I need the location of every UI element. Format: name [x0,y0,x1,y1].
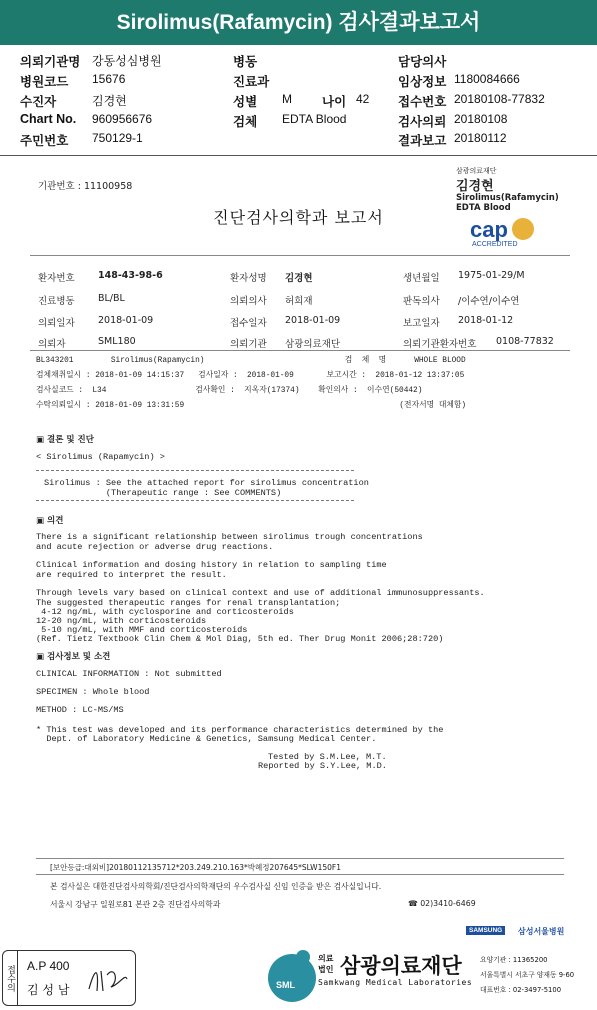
stamp-side-label: 접수의 [3,951,18,1005]
label-report-date: 결과보고 [398,134,447,148]
corner-test-name: Sirolimus(Rafamycin) [456,193,559,203]
security-line: [보안등급:대외비]20180112135712*203.249.210.163*박혜정207645*SLW150F1 [50,863,341,872]
phone-text: ☎ 02)3410-6469 [408,899,476,908]
corner-patient-name: 김경현 [456,179,494,194]
sml-medical-label: 의료 [318,954,334,963]
info-label: 판독의사 [403,296,440,307]
value-institution: 강동성심병원 [92,54,162,68]
info-label: 의뢰의사 [230,296,267,307]
value-request-date: 20180108 [454,112,508,126]
label-accession-no: 접수번호 [398,95,447,109]
info-label: 의뢰기관 [230,339,267,350]
info-value: 1975-01-29/M [458,270,525,281]
value-resident-no: 750129-1 [92,131,143,145]
section-conclusion: ▣ 결론 및 진단 [36,435,94,445]
sml-corp-label: 법인 [318,965,334,974]
value-sex: M [282,92,292,106]
corner-specimen: EDTA Blood [456,203,511,213]
sml-circle-icon [268,954,316,1002]
value-chart-no: 960956676 [92,112,153,126]
value-specimen: EDTA Blood [282,112,347,126]
label-request-date: 검사의뢰 [398,115,447,129]
label-institution: 의뢰기관명 [20,55,81,69]
stamp-code: A.P 400 [27,959,70,973]
info-value: SML180 [98,336,136,347]
clinical-info-line: CLINICAL INFORMATION : Not submitted [36,669,222,679]
info-label: 환자번호 [38,273,75,284]
value-clinical-info: 1180084666 [454,72,520,86]
info-value: /이수연/이수연 [458,296,520,307]
tested-by: Tested by S.M.Lee, M.T. [268,752,387,762]
cap-logo-text: cap [470,217,508,242]
certification-text: 본 검사실은 대한진단검사의학회/진단검사의학재단의 우수검사실 신임 인증을 받은 검사실입니다. [50,882,382,891]
conclusion-subtitle: < Sirolimus (Rapamycin) > [36,452,165,462]
info-value: 2018-01-09 [285,315,341,326]
info-label: 보고일자 [403,318,440,329]
receipt-stamp [2,950,136,1006]
section-test-info: ▣ 검사정보 및 소견 [36,652,111,662]
patient-header [0,45,597,156]
divider [30,255,570,256]
info-label: 환자성명 [230,273,267,284]
section-comments: ▣ 의견 [36,516,64,526]
info-value: 삼광의료재단 [285,339,341,350]
note-line: * This test was developed and its performance characteristics determined by the [36,725,444,735]
label-age: 나이 [322,95,347,109]
info-label: 생년월일 [403,273,440,284]
comment-line: There is a significant relationship between sirolimus trough concentrations [36,532,423,542]
comment-line: Clinical information and dosing history in relation to sampling time [36,560,387,570]
info-value: 2018-01-12 [458,315,514,326]
sml-english-name: Samkwang Medical Laboratories [318,978,473,987]
info-label: 의뢰기관환자번호 [403,339,477,350]
sml-company-name: 삼광의료재단 [340,954,462,978]
info-label: 접수일자 [230,318,267,329]
info-label: 의뢰일자 [38,318,75,329]
address-text: 서울시 강남구 일원로81 본관 2층 진단검사의학과 [50,900,221,909]
info-value: 0108-77832 [496,336,554,347]
specimen-line: SPECIMEN : Whole blood [36,687,150,697]
divider [30,350,570,351]
comment-line: 4-12 ng/mL, with cyclosporine and corticosteroids [36,607,294,617]
cap-accredited-label: ACCREDITED [472,241,518,248]
sml-logo-text: SML [276,980,295,990]
comment-line: The suggested therapeutic ranges for renal transplantation; [36,598,341,608]
result-line: (Therapeutic range : See COMMENTS) [44,488,282,498]
divider [36,858,564,859]
dashed-divider [36,470,354,471]
report-title: 진단검사의학과 보고서 [213,208,384,227]
samsung-hospital-name: 삼성서울병원 [518,927,565,936]
label-hospital-code: 병원코드 [20,75,69,89]
comment-line: (Ref. Tietz Textbook Clin Chem & Mol Diag, 5th ed. Ther Drug Monit 2006;28:720) [36,634,444,644]
info-label: 의뢰자 [38,339,66,350]
contact-address: 서울특별시 서초구 양재동 9-60 [480,971,575,979]
info-value: 허희재 [285,296,313,307]
detail-line: 검체채취일시 : 2018-01-09 14:15:37 검사일자 : 2018-01-09 보고시간 : 2018-01-12 13:37:05 [36,372,465,380]
label-patient: 수진자 [20,95,57,109]
handwritten-signature [85,961,131,997]
label-doctor: 담당의사 [398,55,447,69]
comment-line: are required to interpret the result. [36,570,227,580]
detail-line: 검사실코드 : L34 검사확인 : 지옥자(17374) 확인의사 : 이수연(50442) [36,387,423,395]
value-patient: 김경현 [92,94,127,108]
info-value: 김경현 [285,273,313,284]
info-value: 2018-01-09 [98,315,154,326]
corner-small-text: 삼광의료재단 [456,167,497,175]
label-chart-no: Chart No. [20,112,77,126]
label-clinical-info: 임상정보 [398,75,447,89]
info-label: 진료병동 [38,296,75,307]
comment-line: 5-10 ng/mL, with MMF and corticosteroids [36,625,248,635]
note-line: Dept. of Laboratory Medicine & Genetics, Samsung Medical Center. [36,734,377,744]
info-value: 148-43-98-6 [98,270,163,281]
label-resident-no: 주민번호 [20,134,69,148]
dashed-divider [36,500,354,501]
label-specimen: 검체 [233,115,258,129]
divider [36,874,564,875]
institution-number: 기관번호 : 11100958 [38,181,133,192]
comment-line: and acute rejection or adverse drug reactions. [36,542,274,552]
result-line: Sirolimus : See the attached report for sirolimus concentration [44,478,369,488]
label-department: 진료과 [233,75,270,89]
page-footer [0,945,597,1010]
value-age: 42 [356,92,370,106]
sml-dot-icon [296,950,310,964]
label-ward: 병동 [233,55,258,69]
reported-by: Reported by S.Y.Lee, M.D. [258,761,387,771]
contact-facility-code: 요양기관 : 11365200 [480,956,548,964]
detail-line: 수탁의뢰일시 : 2018-01-09 13:31:59 (전자서명 대체함) [36,402,467,410]
comment-line: Through levels vary based on clinical context and use of additional immunosuppressants. [36,588,485,598]
contact-phone: 대표번호 : 02-3497-5100 [480,986,562,994]
method-line: METHOD : LC-MS/MS [36,705,124,715]
info-value: BL/BL [98,293,125,304]
report-banner-title: Sirolimus(Rafamycin) 검사결과보고서 [0,0,597,45]
detail-line: BL343201 Sirolimus(Rapamycin) 검 체 명 WHOLE BLOOD [36,357,466,365]
comment-line: 12-20 ng/mL, with corticosteroids [36,616,207,626]
scanned-lab-report [0,162,597,942]
label-sex: 성별 [233,95,258,109]
value-hospital-code: 15676 [92,72,126,86]
value-report-date: 20180112 [454,131,507,145]
samsung-logo: SAMSUNG [466,926,505,935]
stamp-name: 김 성 남 [27,983,70,997]
value-accession-no: 20180108-77832 [454,92,545,106]
